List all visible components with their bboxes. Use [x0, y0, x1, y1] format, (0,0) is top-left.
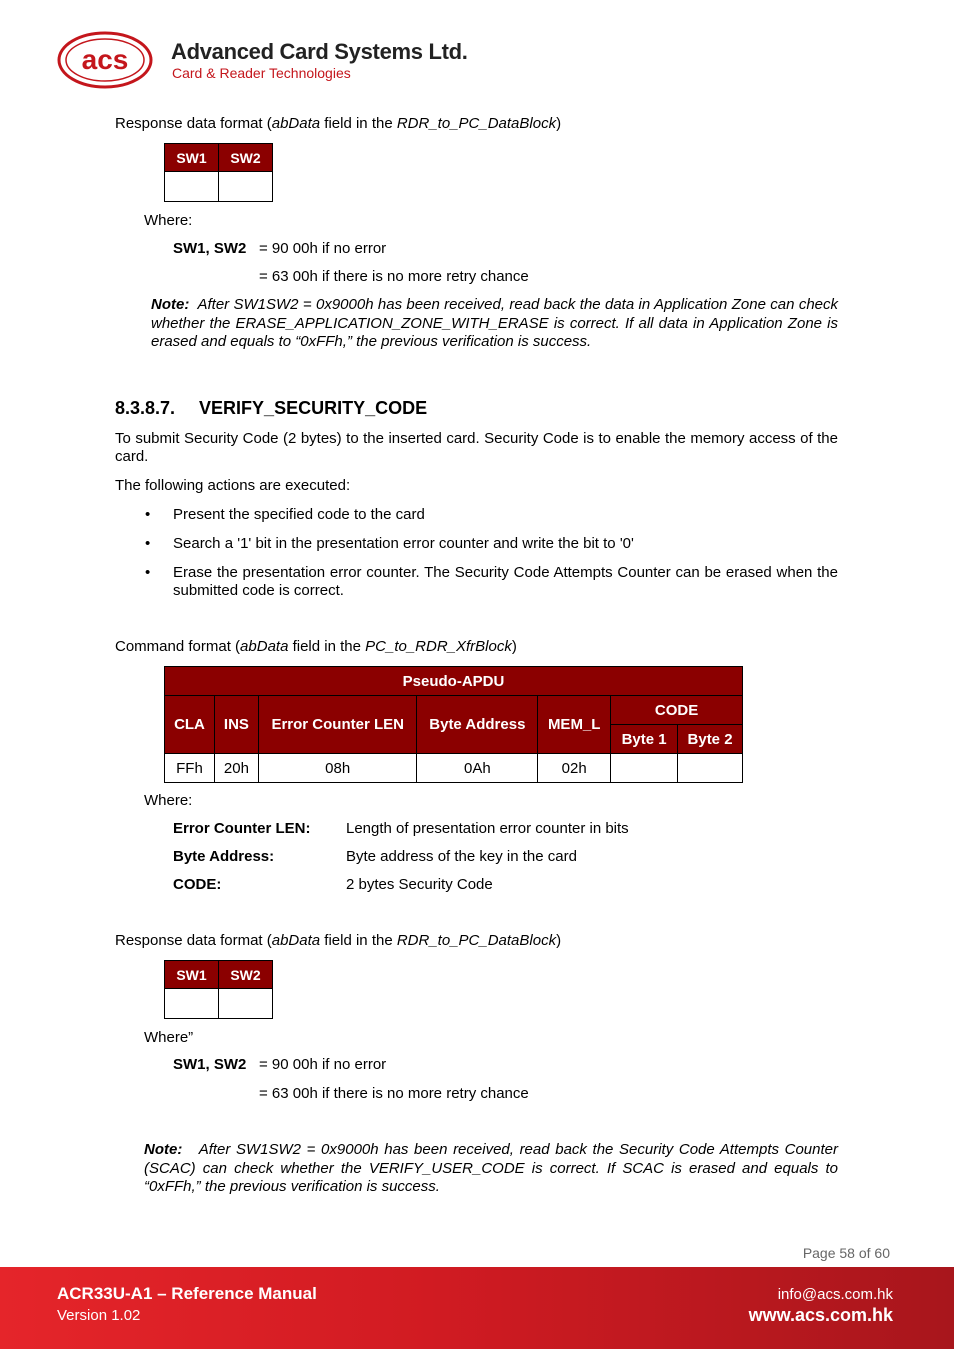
document-title: ACR33U-A1 – Reference Manual [57, 1284, 317, 1303]
where-label: Where: [144, 212, 193, 229]
section-number: 8.3.8.7. [115, 398, 176, 418]
error-counter-len-value: 08h [258, 754, 417, 783]
sw-line-2: = 63 00h if there is no more retry chance [259, 1085, 529, 1102]
where-label: Where: [144, 792, 193, 809]
list-item: • Present the specified code to the card [145, 506, 425, 523]
sw2-cell [219, 989, 273, 1019]
page-number: Page 58 of 60 [802, 1245, 890, 1261]
code-byte1-value [611, 754, 678, 783]
actions-intro: The following actions are executed: [115, 477, 351, 494]
code-byte2-value [678, 754, 743, 783]
bullet-icon: • [145, 506, 151, 523]
ins-value: 20h [214, 754, 258, 783]
logo-mark-text: acs [81, 44, 129, 75]
sw2-header: SW2 [219, 961, 273, 989]
document-version: Version 1.02 [57, 1307, 141, 1324]
pseudo-apdu-table [164, 666, 743, 783]
def-desc: Byte address of the key in the card [346, 848, 577, 865]
def-term: CODE: [173, 876, 222, 893]
section-heading [115, 398, 427, 419]
sw-table [164, 960, 273, 1019]
acs-logo-icon [56, 30, 154, 90]
sw-line-1: = 90 00h if no error [259, 1056, 387, 1073]
sw-line-2: = 63 00h if there is no more retry chance [259, 268, 529, 285]
mem-l-header: MEM_L [538, 696, 611, 754]
list-item: • Search a '1' bit in the presentation error counter and write the bit to '0' [145, 535, 634, 552]
list-item: • Erase the presentation error counter. The Security Code Attempts Counter can be erased when the submitted code is correct. [145, 564, 838, 599]
sw2-cell [219, 172, 273, 202]
code-byte2-header: Byte 2 [678, 725, 743, 754]
where-label: Where” [144, 1029, 194, 1046]
command-format-line: Command format (abData field in the PC_to_RDR_XfrBlock) [115, 638, 517, 655]
contact-email[interactable]: info@acs.com.hk [777, 1286, 893, 1303]
apdu-title: Pseudo-APDU [165, 667, 743, 696]
def-term: Error Counter LEN: [173, 820, 311, 837]
sw1-cell [165, 172, 219, 202]
intro-paragraph: To submit Security Code (2 bytes) to the inserted card. Security Code is to enable the memory access of the card. [115, 430, 838, 465]
bullet-icon: • [145, 564, 151, 581]
section-title: VERIFY_SECURITY_CODE [199, 398, 428, 418]
sw-line-1: = 90 00h if no error [259, 240, 387, 257]
ins-header: INS [214, 696, 258, 754]
def-desc: 2 bytes Security Code [346, 876, 493, 893]
def-term: Byte Address: [173, 848, 275, 865]
byte-address-value: 0Ah [417, 754, 538, 783]
sw-label: SW1, SW2 [173, 1056, 247, 1073]
error-counter-len-header: Error Counter LEN [258, 696, 417, 754]
sw-table [164, 143, 273, 202]
sw1-header: SW1 [165, 961, 219, 989]
note-paragraph: Note: After SW1SW2 = 0x9000h has been received, read back the Security Code Attempts Counter (SCAC) can check whether the VERIFY_USER_CODE is correct. If SCAC is erased and equals to “0xFFh,” the previous verification is success. [144, 1141, 838, 1195]
website-link[interactable]: www.acs.com.hk [748, 1305, 893, 1325]
note-paragraph: Note: After SW1SW2 = 0x9000h has been received, read back the data in Application Zone can check whether the ERASE_APPLICATION_ZONE_WITH_ERASE is correct. If all data in Application Zone is erased and equals to “0xFFh,” the previous verification is success. [151, 296, 838, 350]
code-byte1-header: Byte 1 [611, 725, 678, 754]
response-format-line: Response data format (abData field in the RDR_to_PC_DataBlock) [115, 115, 562, 132]
company-name: Advanced Card Systems Ltd. [171, 39, 468, 64]
company-logo [56, 30, 466, 94]
sw2-header: SW2 [219, 144, 273, 172]
company-tagline: Card & Reader Technologies [172, 65, 351, 81]
page-footer [0, 1267, 954, 1349]
cla-value: FFh [165, 754, 215, 783]
sw-label: SW1, SW2 [173, 240, 247, 257]
byte-address-header: Byte Address [417, 696, 538, 754]
response-format-line: Response data format (abData field in the RDR_to_PC_DataBlock) [115, 932, 562, 949]
sw1-cell [165, 989, 219, 1019]
cla-header: CLA [165, 696, 215, 754]
bullet-icon: • [145, 535, 151, 552]
sw1-header: SW1 [165, 144, 219, 172]
code-header: CODE [611, 696, 743, 725]
mem-l-value: 02h [538, 754, 611, 783]
def-desc: Length of presentation error counter in bits [346, 820, 629, 837]
